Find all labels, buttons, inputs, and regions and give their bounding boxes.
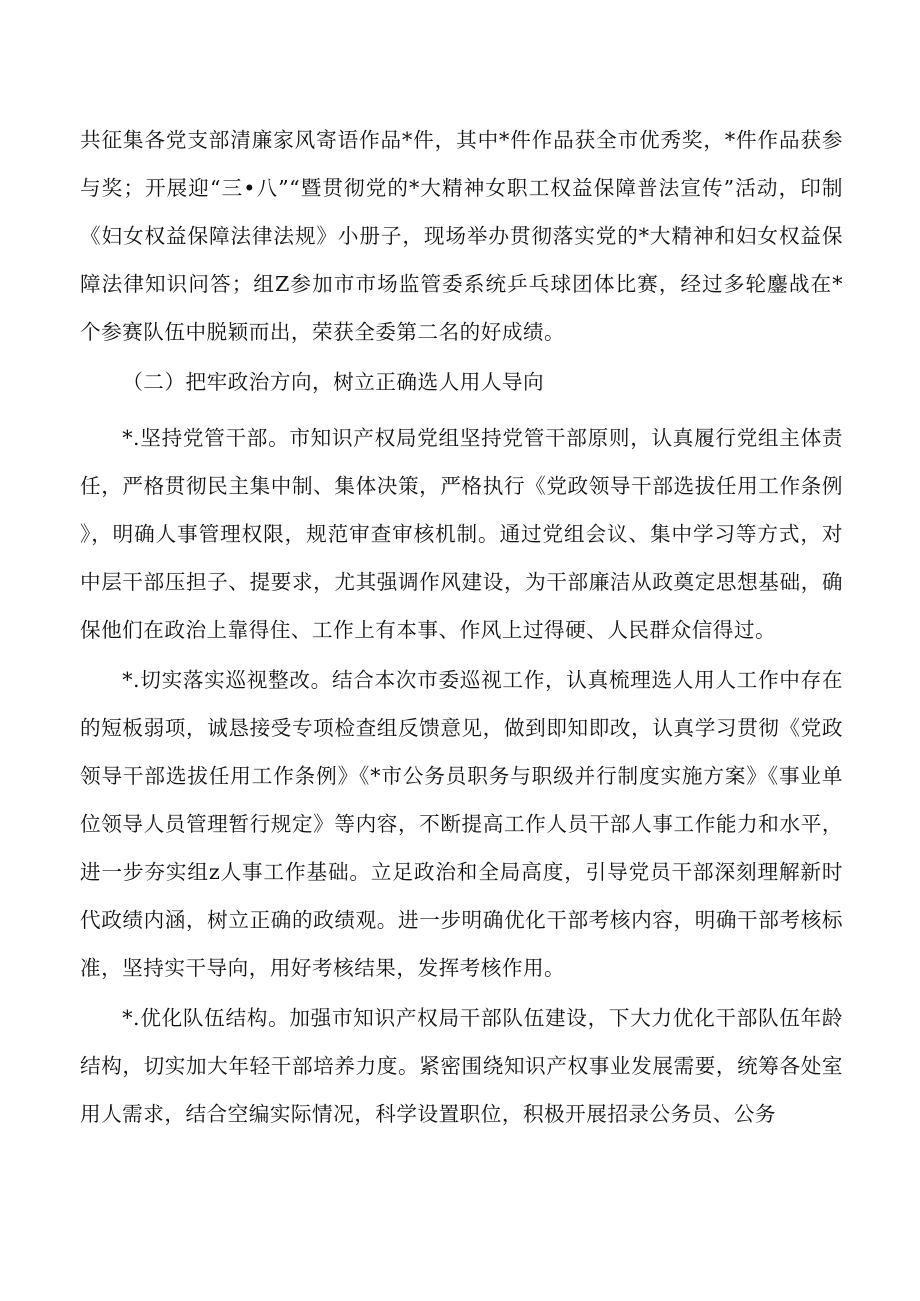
document-body [80,116,843,1140]
paragraph-optimize-team-structure: *.优化队伍结构。加强市知识产权局干部队伍建设，下大力优化干部队伍年龄结构，切实加大年轻干部培养力度。紧密围绕知识产权事业发展需要，统筹各处室用人需求，结合空编实际情况，科学设置职位，积极开展招录公务员、公务 [80,1006,843,1126]
paragraph-inspection-rectification: *.切实落实巡视整改。结合本次市委巡视工作，认真梳理选人用人工作中存在的短板弱项，诚恳接受专项检查组反馈意见，做到即知即改，认真学习贯彻《党政领导干部选拔任用工作条例》《*市公务员职务与职级并行制度实施方案》《事业单位领导人员管理暂行规定》等内容，不断提高工作人员干部人事工作能力和水平，进一步夯实组z人事工作基础。立足政治和全局高度，引导党员干部深刻理解新时代政绩内涵，树立正确的政绩观。进一步明确优化干部考核内容，明确干部考核标准，坚持实干导向，用好考核结果，发挥考核作用。 [80,668,843,980]
paragraph-womens-activities: 共征集各党支部清廉家风寄语作品*件，其中*件作品获全市优秀奖，*件作品获参与奖；开展迎“三•八”“暨贯彻党的*大精神女职工权益保障普法宣传”活动，印制《妇女权益保障法律法规》小册子，现场举办贯彻落实党的*大精神和妇女权益保障法律知识问答；组Z参加市市场监管委系统乒乓球团体比赛，经过多轮鏖战在*个参赛队伍中脱颖而出，荣获全委第二名的好成绩。 [80,128,843,344]
section-heading-2: （二）把牢政治方向，树立正确选人用人导向 [122,370,545,394]
paragraph-party-manages-cadres: *.坚持党管干部。市知识产权局党组坚持党管干部原则，认真履行党组主体责任，严格贯彻民主集中制、集体决策，严格执行《党政领导干部选拔任用工作条例》，明确人事管理权限，规范审查审核机制。通过党组会议、集中学习等方式，对中层干部压担子、提要求，尤其强调作风建设，为干部廉洁从政奠定思想基础，确保他们在政治上靠得住、工作上有本事、作风上过得硬、人民群众信得过。 [80,426,843,642]
